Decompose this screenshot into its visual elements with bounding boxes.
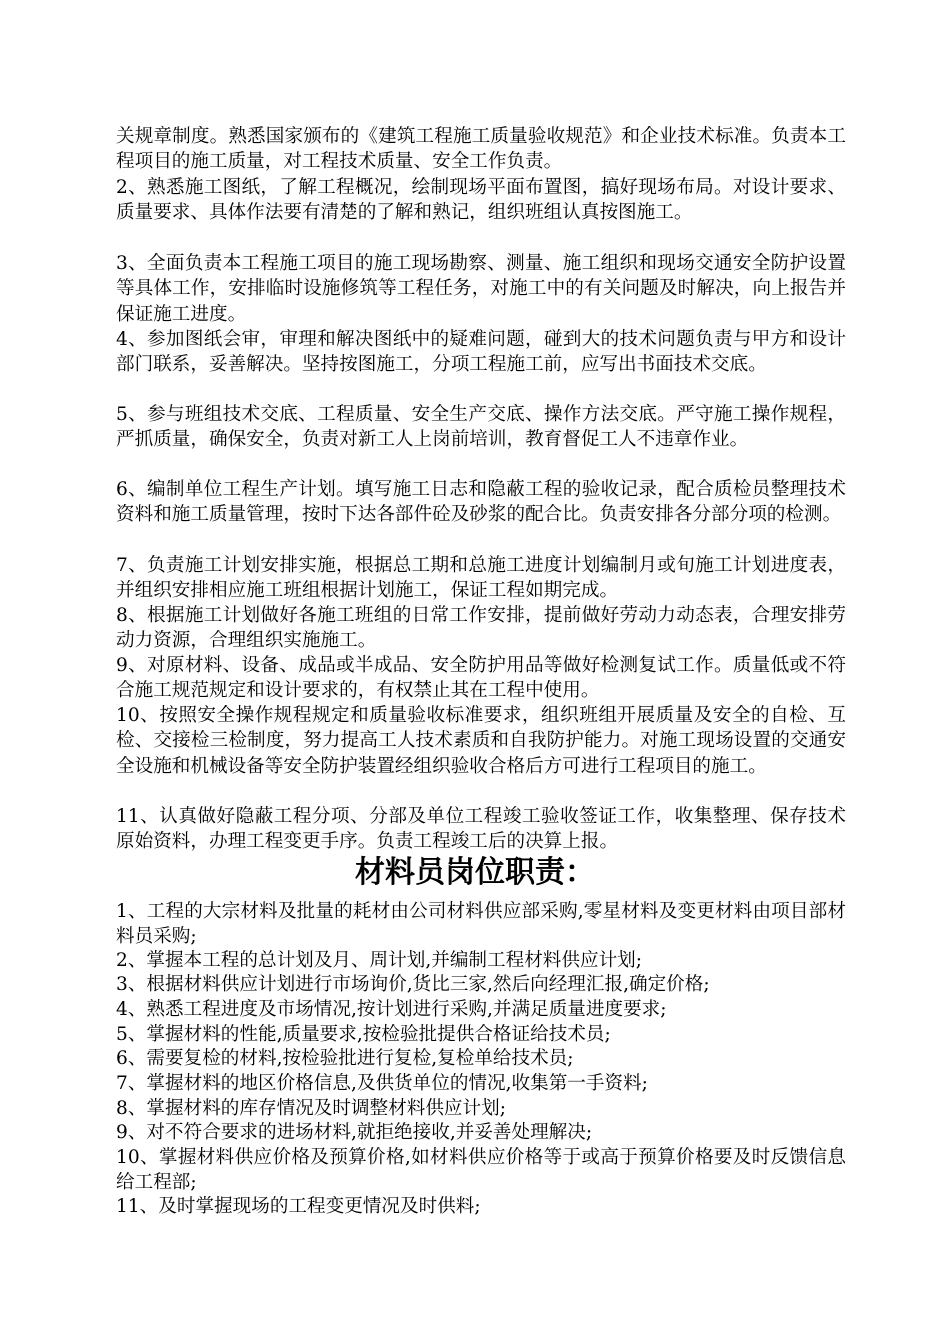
materials-item-8: 8、掌握材料的库存情况及时调整材料供应计划; xyxy=(116,1098,506,1119)
paragraph-item-9: 9、对原材料、设备、成品或半成品、安全防护用品等做好检测复试工作。质量低或不符合施工规范规定和设计要求的，有权禁止其在工程中使用。 xyxy=(116,655,846,702)
materials-item-11: 11、及时掌握现场的工程变更情况及时供料; xyxy=(116,1196,481,1217)
paragraph-item-6: 6、编制单位工程生产计划。填写施工日志和隐蔽工程的验收记录，配合质检员整理技术资料和施工质量管理，按时下达各部件砼及砂浆的配合比。负责安排各分部分项的检测。 xyxy=(116,479,846,526)
materials-item-10: 10、掌握材料供应价格及预算价格,如材料供应价格等于或高于预算价格要及时反馈信息给工程部; xyxy=(116,1147,846,1193)
paragraph-intro: 关规章制度。熟悉国家颁布的《建筑工程施工质量验收规范》和企业技术标准。负责本工程项目的施工质量，对工程技术质量、安全工作负责。 xyxy=(116,126,846,173)
materials-item-4: 4、熟悉工程进度及市场情况,按计划进行采购,并满足质量进度要求; xyxy=(116,999,667,1020)
paragraph-item-3: 3、全面负责本工程施工项目的施工现场勘察、测量、施工组织和现场交通安全防护设置等具体工作，安排临时设施修筑等工程任务，对施工中的有关问题及时解决，向上报告并保证施工进度。 xyxy=(116,253,846,325)
materials-item-6: 6、需要复检的材料,按检验批进行复检,复检单给技术员; xyxy=(116,1048,574,1069)
paragraph-item-5: 5、参与班组技术交底、工程质量、安全生产交底、操作方法交底。严守施工操作规程，严抓质量，确保安全，负责对新工人上岗前培训，教育督促工人不违章作业。 xyxy=(116,404,846,451)
materials-item-7: 7、掌握材料的地区价格信息,及供货单位的情况,收集第一手资料; xyxy=(116,1073,648,1094)
materials-item-5: 5、掌握材料的性能,质量要求,按检验批提供合格证给技术员; xyxy=(116,1024,611,1045)
materials-item-3: 3、根据材料供应计划进行市场询价,货比三家,然后向经理汇报,确定价格; xyxy=(116,974,710,995)
paragraph-item-11: 11、认真做好隐蔽工程分项、分部及单位工程竣工验收签证工作，收集整理、保存技术原始资料，办理工程变更手序。负责工程竣工后的决算上报。 xyxy=(116,806,846,853)
materials-item-9: 9、对不符合要求的进场材料,就拒绝接收,并妥善处理解决; xyxy=(116,1122,593,1143)
paragraph-item-4: 4、参加图纸会审，审理和解决图纸中的疑难问题，碰到大的技术问题负责与甲方和设计部门联系，妥善解决。坚持按图施工，分项工程施工前，应写出书面技术交底。 xyxy=(116,329,846,376)
section-title: 材料员岗位职责： xyxy=(355,855,595,890)
materials-item-1: 1、工程的大宗材料及批量的耗材由公司材料供应部采购,零星材料及变更材料由项目部材料员采购; xyxy=(116,901,846,947)
paragraph-item-10: 10、按照安全操作规程规定和质量验收标准要求，组织班组开展质量及安全的自检、互检、交接检三检制度，努力提高工人技术素质和自我防护能力。对施工现场设置的交通安全设施和机械设备等安全防护装置经组织验收合格后方可进行工程项目的施工。 xyxy=(116,705,846,777)
paragraph-item-2: 2、熟悉施工图纸，了解工程概况，绘制现场平面布置图，搞好现场布局。对设计要求、质量要求、具体作法要有清楚的了解和熟记，组织班组认真按图施工。 xyxy=(116,177,846,224)
paragraph-item-8: 8、根据施工计划做好各施工班组的日常工作安排，提前做好劳动力动态表，合理安排劳动力资源，合理组织实施施工。 xyxy=(116,605,846,652)
paragraph-item-7: 7、负责施工计划安排实施，根据总工期和总施工进度计划编制月或旬施工计划进度表，并组织安排相应施工班组根据计划施工，保证工程如期完成。 xyxy=(116,555,846,602)
materials-item-2: 2、掌握本工程的总计划及月、周计划,并编制工程材料供应计划; xyxy=(116,950,643,971)
